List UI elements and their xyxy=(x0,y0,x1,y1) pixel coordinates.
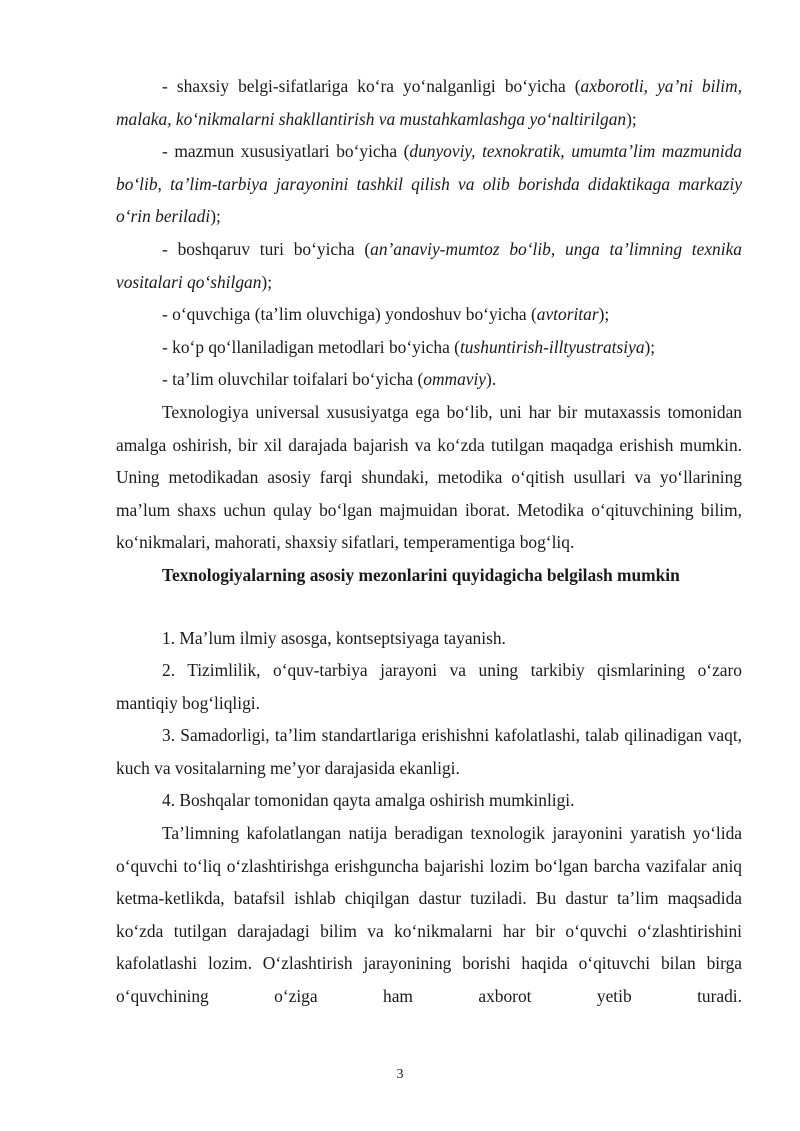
list-item: - ko‘p qo‘llaniladigan metodlari bo‘yicha (tushuntirish-illtyustratsiya); xyxy=(162,336,656,357)
list-item: - ta’lim oluvchilar toifalari bo‘yicha (ommaviy). xyxy=(162,369,497,390)
list-item: - o‘quvchiga (ta’lim oluvchiga) yondoshuv bo‘yicha (avtoritar); xyxy=(162,304,610,325)
list-item: - boshqaruv turi bo‘yicha (an’anaviy-mumtoz bo‘lib, unga ta’limning texnika vositalari qo‘shilgan); xyxy=(116,238,742,292)
page-number: 3 xyxy=(396,1067,404,1082)
list-item: - shaxsiy belgi-sifatlariga ko‘ra yo‘nalganligi bo‘yicha (axborotli, ya’ni bilim, malaka, ko‘nikmalarni shakllantirish va mustahkamlashga yo‘naltirilgan); xyxy=(116,76,742,129)
criteria-item: 1. Ma’lum ilmiy asosga, kontseptsiyaga tayanish. xyxy=(162,627,506,648)
document-page xyxy=(116,70,742,1013)
section-heading: Texnologiyalarning asosiy mezonlarini quyidagicha belgilash mumkin xyxy=(162,564,680,585)
list-item: - mazmun xususiyatlari bo‘yicha (dunyoviy, texnokratik, umumta’lim mazmunida bo‘lib, ta’lim-tarbiya jarayonini tashkil qilish va olib borishda didaktikaga markaziy o‘rin beriladi); xyxy=(116,141,742,227)
criteria-item: 4. Boshqalar tomonidan qayta amalga oshirish mumkinligi. xyxy=(162,790,575,811)
criteria-item: 2. Tizimlilik, o‘quv-tarbiya jarayoni va uning tarkibiy qismlarining o‘zaro mantiqiy bog‘liqligi. xyxy=(116,660,742,713)
criteria-item: 3. Samadorligi, ta’lim standartlariga erishishni kafolatlashi, talab qilinadigan vaqt, kuch va vositalarning me’yor darajasida ekanligi. xyxy=(116,725,742,778)
paragraph-technology: Texnologiya universal xususiyatga ega bo‘lib, uni har bir mutaxassis tomonidan amalga oshirish, bir xil darajada bajarish va ko‘zda tutilgan maqadga erishish mumkin. Uning metodikadan asosiy farqi shundaki, metodika o‘qitish usullari va yo‘llarining ma’lum shaxs uchun qulay bo‘lgan majmuidan iborat. Metodika o‘qituvchining bilim, ko‘nikmalari, mahorati, shaxsiy sifatlari, temperamentiga bog‘liq. xyxy=(116,401,742,553)
spacer xyxy=(116,592,742,622)
paragraph-guaranteed-result: Ta’limning kafolatlangan natija beradigan texnologik jarayonini yaratish yo‘lida o‘quvchi to‘liq o‘zlashtirishga erishguncha bajarishi lozim bo‘lgan barcha vazifalar aniq ketma-ketlikda, batafsil ishlab chiqilgan dastur tuziladi. Bu dastur ta’lim maqsadida ko‘zda tutilgan darajadagi bilim va ko‘nikmalarni har bir o‘quvchi o‘zlashtirishini kafolatlashi lozim. O‘zlashtirish jarayonining borishi haqida o‘qituvchi bilan birga o‘quvchining o‘ziga ham axborot yetib turadi. xyxy=(116,823,742,1007)
